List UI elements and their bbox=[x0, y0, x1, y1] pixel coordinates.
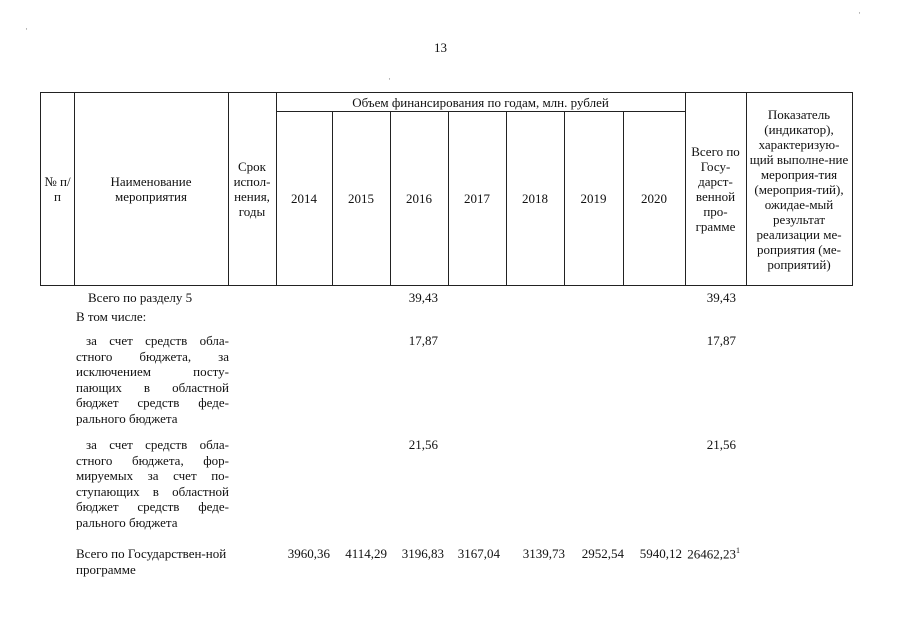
header-year: 2018 bbox=[522, 190, 548, 206]
cell-value-total bbox=[684, 546, 740, 562]
cell-value: 3167,04 bbox=[457, 546, 500, 561]
row-section-total-label: Всего по разделу 5 bbox=[88, 290, 193, 305]
header-year: 2020 bbox=[641, 190, 667, 206]
table-header bbox=[40, 92, 853, 286]
cell-value: 17,87 bbox=[408, 333, 438, 348]
header-year: 2019 bbox=[580, 190, 607, 206]
row-regional-label: за счет средств обла-стного бюджета, за исключением посту-пающих в областной бюджет средств феде-рального бюджета bbox=[76, 333, 229, 426]
header-volume: Объем финансирования по годам, млн. рублей bbox=[352, 94, 609, 110]
header-term: Срок испол-нения, годы bbox=[233, 159, 271, 219]
cell-value: 21,56 bbox=[706, 437, 736, 452]
header-year: 2017 bbox=[464, 190, 490, 206]
cell-value: 3960,36 bbox=[287, 546, 330, 561]
scan-speck: · bbox=[25, 24, 28, 34]
row-federal-label: за счет средств обла-стного бюджета, фор-мируемых за счет по-ступающих в областной бюджет средств феде-рального бюджета bbox=[76, 437, 229, 530]
header-year: 2015 bbox=[348, 190, 374, 206]
header-number: № п/п bbox=[44, 174, 71, 204]
header-name: Наименование мероприятия bbox=[110, 174, 192, 204]
cell-value: 4114,29 bbox=[345, 546, 387, 561]
cell-total-text: 26462,23 bbox=[687, 546, 736, 562]
header-total: Всего по Госу-дарст-венной про-грамме bbox=[691, 144, 740, 234]
header-year: 2014 bbox=[291, 190, 317, 206]
cell-value: 3196,83 bbox=[401, 546, 444, 561]
header-year: 2016 bbox=[406, 190, 432, 206]
cell-value: 5940,12 bbox=[639, 546, 682, 561]
header-indicator: Показатель (индикатор), характеризую-щий выполне-ние мероприя-тия (мероприя-тий), ожидае-мый результат реализации ме-роприятия (ме-роприятий) bbox=[749, 106, 849, 272]
scan-speck: · bbox=[858, 8, 861, 18]
row-including-label: В том числе: bbox=[76, 309, 147, 324]
cell-value: 17,87 bbox=[706, 333, 736, 348]
row-program-total-label: Всего по Государствен-ной программе bbox=[76, 546, 227, 577]
cell-value: 39,43 bbox=[408, 290, 438, 305]
footnote-mark: 1 bbox=[736, 546, 740, 555]
cell-value: 2952,54 bbox=[581, 546, 624, 561]
page-number: 13 bbox=[434, 40, 447, 55]
cell-value: 21,56 bbox=[408, 437, 438, 452]
scan-speck: · bbox=[388, 74, 391, 84]
cell-value: 39,43 bbox=[706, 290, 736, 305]
cell-value: 3139,73 bbox=[522, 546, 565, 561]
